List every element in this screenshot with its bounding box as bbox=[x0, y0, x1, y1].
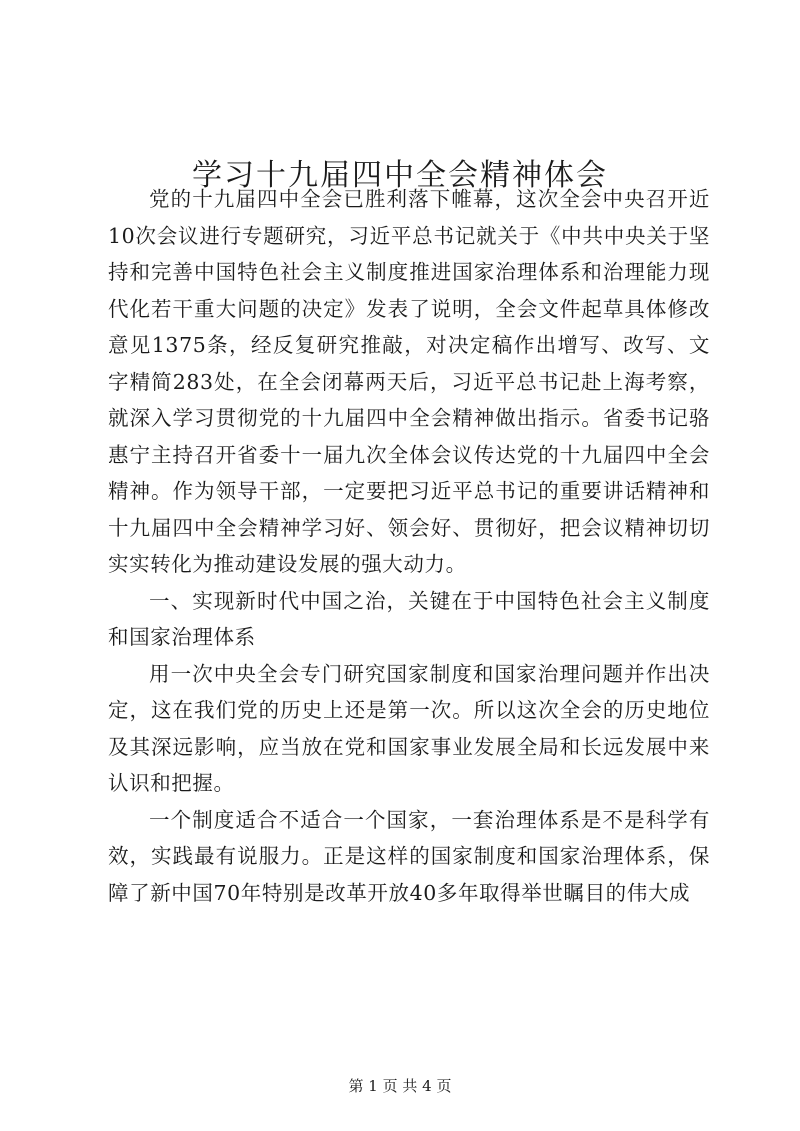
paragraph-intro: 党的十九届四中全会已胜利落下帷幕，这次全会中央召开近10次会议进行专题研究，习近平总书记就关于《中共中央关于坚持和完善中国特色社会主义制度推进国家治理体系和治理能力现代化若干重大问题的决定》发表了说明，全会文件起草具体修改意见1375条，经反复研究推敲，对决定稿作出增写、改写、文字精简283处，在全会闭幕两天后，习近平总书记赴上海考察，就深入学习贯彻党的十九届四中全会精神做出指示。省委书记骆惠宁主持召开省委十一届九次全体会议传达党的十九届四中全会精神。作为领导干部，一定要把习近平总书记的重要讲话精神和十九届四中全会精神学习好、领会好、贯彻好，把会议精神切切实实转化为推动建设发展的强大动力。 bbox=[108, 187, 710, 576]
section-heading-1: 一、实现新时代中国之治，关键在于中国特色社会主义制度和国家治理体系 bbox=[108, 588, 710, 649]
paragraph-section-1: 用一次中央全会专门研究国家制度和国家治理问题并作出决定，这在我们党的历史上还是第一次。所以这次全会的历史地位及其深远影响，应当放在党和国家事业发展全局和长远发展中来认识和把握。 bbox=[108, 661, 710, 795]
page-number-footer: 第 1 页 共 4 页 bbox=[348, 1077, 452, 1095]
document-body bbox=[108, 181, 710, 911]
document-title: 学习十九届四中全会精神体会 bbox=[192, 158, 608, 194]
paragraph-section-1-continued: 一个制度适合不适合一个国家，一套治理体系是不是科学有效，实践最有说服力。正是这样的国家制度和国家治理体系，保障了新中国70年特别是改革开放40多年取得举世瞩目的伟大成 bbox=[108, 807, 710, 905]
